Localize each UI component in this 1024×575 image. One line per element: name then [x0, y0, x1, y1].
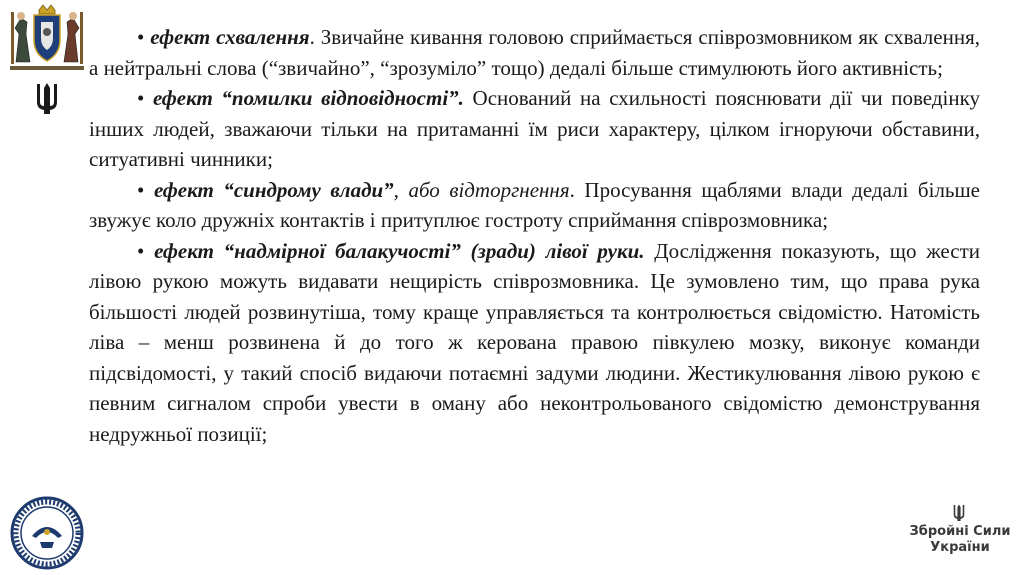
term-power-syndrome: ефект “синдрому влади” [153, 177, 394, 202]
paragraph-left-hand [89, 236, 980, 450]
paragraph-correspondence-error [89, 83, 980, 175]
term-left-hand: ефект “надмірної балакучості” (зради) лівої руки. [154, 238, 645, 263]
armed-forces-logo [904, 504, 1016, 564]
coat-of-arms-icon [6, 4, 88, 72]
brand-line-2: України [930, 540, 990, 555]
paragraph-approval-effect [89, 22, 980, 83]
bullet: • [137, 86, 145, 110]
brand-line-1: Збройні Сили [909, 524, 1011, 539]
brand-text [904, 524, 1016, 556]
paragraph-power-syndrome [89, 175, 980, 236]
term-correspondence-error: ефект “помилки відповідності”. [152, 86, 464, 110]
bullet: • [137, 238, 145, 263]
paragraph-text: Дослідження показують, що жести лівою рукою можуть видавати нещирість співрозмовника. Це зумовлено тим, що права рука більшості людей розвинутіша, тому краще управляється та контролюється свідомістю. Натомість ліва – менш розвинена й до того ж керована правою півкулею мозку, виконує команди підсвідомості, у такий спосіб видаючи потаємні задуми людини. Жестикулювання лівою рукою є певним сигналом спроби увести в оману або неконтрольованого свідомістю демонстрування недружньої позиції; [89, 238, 981, 446]
term-approval-effect: ефект схвалення [150, 25, 310, 49]
trident-icon [952, 504, 966, 522]
paragraph-text: . Просування щаблями влади дедалі більше звужує коло дружніх контактів і притуплює гостроту сприймання співрозмовника; [89, 177, 981, 232]
paragraph-text: Оснований на схильності пояснювати дії чи поведінку інших людей, зважаючи тільки на притаманні їм риси характеру, цілком ігноруючи обставини, ситуативні чинники; [89, 86, 981, 171]
department-seal-icon [10, 496, 84, 570]
bullet: • [137, 177, 145, 202]
bullet: • [137, 25, 145, 49]
term-suffix: , або відторгнення [393, 177, 570, 202]
document-body [89, 22, 980, 449]
paragraph-text: . Звичайне кивання головою сприймається співрозмовником як схвалення, а нейтральні слова (“звичайно”, “зрозуміло” тощо) дедалі більше стимулюють його активність; [89, 25, 980, 80]
trident-icon [34, 82, 60, 116]
